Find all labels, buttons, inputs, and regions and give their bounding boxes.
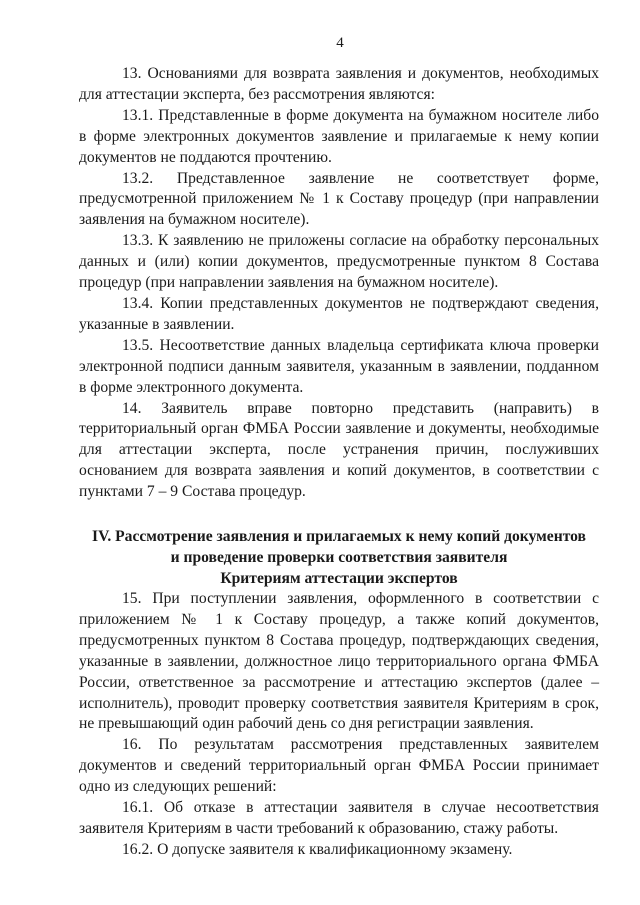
paragraph-13-2: 13.2. Представленное заявление не соответствует форме, предусмотренной приложением № 1 к Составу процедур (при направлении заявления на бумажном носителе). (79, 169, 599, 229)
paragraph-13-3: 13.3. К заявлению не приложены согласие на обработку персональных данных и (или) копии документов, предусмотренные пунктом 8 Состава процедур (при направлении заявления на бумажном носителе). (79, 232, 599, 292)
paragraph-16-1: 16.1. Об отказе в аттестации заявителя в случае несоответствия заявителя Критериям в части требований к образованию, стажу работы. (79, 799, 599, 837)
paragraph-14: 14. Заявитель вправе повторно представить (направить) в территориальный орган ФМБА России заявление и документы, необходимые для аттестации эксперта, после устранения причин, послуживших основанием для возврата заявления и копий документов, в соответствии с пунктами 7 – 9 Состава процедур. (79, 399, 599, 501)
section-heading-line-2: и проведение проверки соответствия заявителя (170, 549, 508, 567)
paragraph-13-5: 13.5. Несоответствие данных владельца сертификата ключа проверки электронной подписи данным заявителя, указанным в заявлении, подданном в форме электронного документа. (79, 336, 599, 396)
paragraph-16-2: 16.2. О допуске заявителя к квалификационному экзамену. (122, 840, 513, 858)
section-heading-line-3: Критериям аттестации экспертов (220, 570, 458, 588)
paragraph-15: 15. При поступлении заявления, оформленного в соответствии с приложением № 1 к Составу процедур, а также копий документов, предусмотренных пунктом 8 Состава процедур, подтверждающих сведения, указанные в заявлении, должностное лицо территориального органа ФМБА России, ответственное за рассмотрение и аттестацию экспертов (далее – исполнитель), проводит проверку соответствия заявителя Критериям в срок, не превышающий один рабочий день со дня регистрации заявления. (79, 590, 599, 733)
page-number: 4 (336, 35, 344, 51)
paragraph-13: 13. Основаниями для возврата заявления и документов, необходимых для аттестации эксперта, без рассмотрения являются: (79, 65, 599, 103)
section-heading-line-1: IV. Рассмотрение заявления и прилагаемых к нему копий документов (92, 528, 586, 546)
paragraph-16: 16. По результатам рассмотрения представленных заявителем документов и сведений территориальный орган ФМБА России принимает одно из следующих решений: (79, 736, 599, 796)
section-heading (79, 526, 599, 589)
paragraph-13-1: 13.1. Представленные в форме документа на бумажном носителе либо в форме электронных документов заявление и прилагаемые к нему копии документов не поддаются прочтению. (79, 106, 599, 166)
document-body (79, 64, 599, 861)
paragraph-13-4: 13.4. Копии представленных документов не подтверждают сведения, указанные в заявлении. (79, 294, 599, 333)
